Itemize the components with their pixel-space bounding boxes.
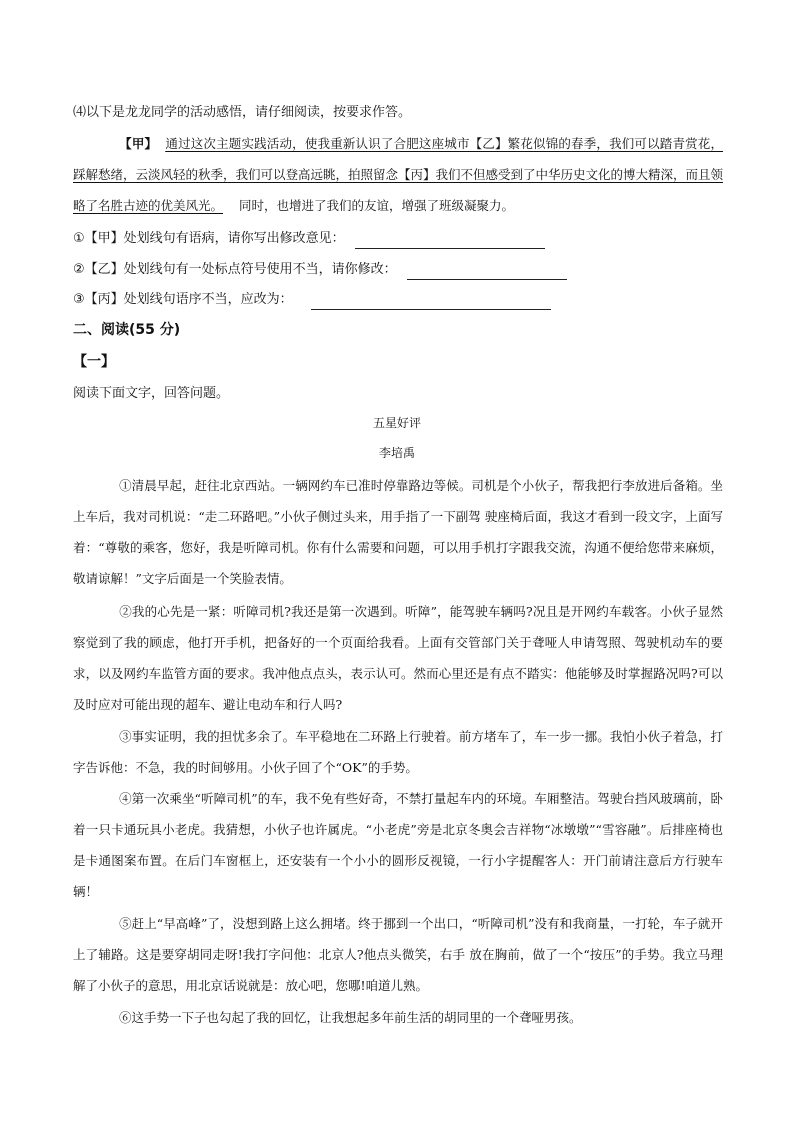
paragraph-5-text: ⑤赶上“早高峰”了，没想到路上这么拥堵。终于挪到一个出口，“听障司机”没有和我商量，一打轮，车子就开上了辅路。这是要穿胡同走呀!我打字问他：北京人?他点头微笑，右手 放在胸前，做了一个“按压”的手势。我立马理解了小伙子的意思，用北京话说就是：放心吧，您哪!咱道儿熟。 xyxy=(73,916,723,993)
q4-sub3-text: ③【丙】处划线句语序不当，应改为： xyxy=(73,292,293,307)
paragraph-6-text: ⑥这手势一下子也勾起了我的回忆，让我想起多年前生活的胡同里的一个聋哑男孩。 xyxy=(119,1010,582,1025)
label-jia: 【甲】 xyxy=(119,136,158,151)
answer-blank-2[interactable] xyxy=(407,265,567,280)
article-title: 五星好评 xyxy=(372,416,421,430)
q4-underlined-passage: 通过这次主题实践活动，使我重新认识了合肥这座城市【乙】繁花似锦的春季，我们可以踏青赏花，踩解愁绪，云淡风轻的秋季，我们可以登高远眺，拍照留念【丙】我们不但感受到了中华历史文化的博大精深，而且领略了名胜古迹的优美风光。 xyxy=(73,136,724,213)
paragraph-3-text: ③事实证明，我的担忧多余了。车平稳地在二环路上行驶着。前方堵车了，车一步一挪。我怕小伙子着急，打字告诉他：不急，我的时间够用。小伙子回了个“OK”的手势。 xyxy=(73,729,723,775)
paragraph-4-text: ④第一次乘坐“听障司机”的车，我不免有些好奇，不禁打量起车内的环境。车厢整洁。驾驶台挡风玻璃前，卧着一只卡通玩具小老虎。我猜想，小伙子也许属虎。“小老虎”旁是北京冬奥会吉祥物“冰墩墩”“雪容融”。后排座椅也是卡通图案布置。在后门车窗框上，还安装有一个小小的圆形反视镜，一行小字提醒客人：开门前请注意后方行驶车辆！ xyxy=(73,791,723,899)
q4-sub3 xyxy=(73,290,551,310)
q4-sub2 xyxy=(73,260,567,280)
article-author: 李培禹 xyxy=(378,446,415,460)
q4-passage-tail: 同时，也增进了我们的友谊，增强了班级凝聚力。 xyxy=(239,198,515,213)
part-label: 【一】 xyxy=(73,354,115,370)
paragraph-4 xyxy=(73,783,723,907)
paragraph-1 xyxy=(73,470,723,594)
q4-sub1-text: ①【甲】处划线句有语病，请你写出修改意见： xyxy=(73,231,345,246)
q4-passage xyxy=(73,128,723,221)
paragraph-1-text: ①清晨早起，赶往北京西站。一辆网约车已准时停靠路边等候。司机是个小伙子，帮我把行李放进后备箱。坐上车后，我对司机说：“走二环路吧。”小伙子侧过头来，用手指了一下副驾 驶座椅后面，我这才看到一段文字，上面写着：“尊敬的乘客，您好，我是听障司机。你有什么需要和问题，可以用手机打字跟我交流，沟通不便给您带来麻烦，敬请谅解！”文字后面是一个笑脸表情。 xyxy=(73,478,723,586)
paragraph-3 xyxy=(73,721,723,783)
paragraph-2-text: ②我的心先是一紧：听障司机?我还是第一次遇到。听障”，能驾驶车辆吗?况且是开网约车载客。小伙子显然察觉到了我的顾虑，他打开手机，把备好的一个页面给我看。上面有交管部门关于聋哑人申请驾照、驾驶机动车的要求，以及网约车监管方面的要求。我冲他点点头，表示认可。然而心里还是有点不踏实：他能够及时掌握路况吗?可以及时应对可能出现的超车、避让电动车和行人吗? xyxy=(73,604,723,712)
q4-sub1 xyxy=(73,229,545,249)
answer-blank-3[interactable] xyxy=(311,295,551,310)
paragraph-6 xyxy=(73,1002,723,1033)
section-heading: 二、阅读(55 分) xyxy=(73,322,181,338)
q4-sub2-text: ②【乙】处划线句有一处标点符号使用不当，请你修改： xyxy=(73,262,397,277)
reading-instruction: 阅读下面文字，回答问题。 xyxy=(73,386,230,401)
q4-intro: ⑷以下是龙龙同学的活动感悟，请仔细阅读，按要求作答。 xyxy=(73,105,412,120)
paragraph-5 xyxy=(73,908,723,1001)
answer-blank-1[interactable] xyxy=(355,234,545,249)
paragraph-2 xyxy=(73,596,723,720)
